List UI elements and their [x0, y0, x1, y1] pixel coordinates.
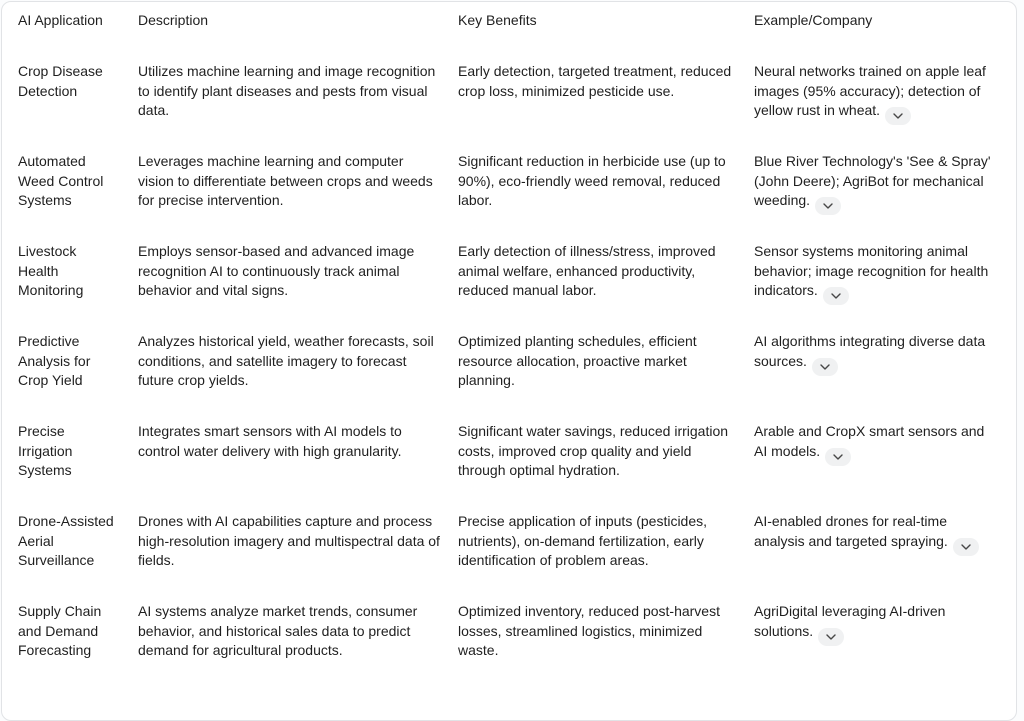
- example-text: Neural networks trained on apple leaf images (95% accuracy); detection of yellow rust in wheat.: [754, 63, 986, 118]
- example-text: AI-enabled drones for real-time analysis and targeted spraying.: [754, 513, 948, 549]
- table-row: [2, 152, 1016, 242]
- application-text: Supply Chain and Demand Forecasting: [18, 603, 102, 658]
- cell-benefits: [458, 242, 754, 301]
- table-row: [2, 242, 1016, 332]
- example-text: AI algorithms integrating diverse data sources.: [754, 333, 986, 369]
- table-row: [2, 512, 1016, 602]
- table-header-row: [2, 11, 1016, 62]
- cell-application: [2, 242, 138, 301]
- benefits-text: Optimized planting schedules, efficient resource allocation, proactive market planning.: [458, 333, 697, 388]
- cell-example: [754, 422, 1016, 466]
- column-header-application: AI Application: [18, 12, 103, 28]
- cell-description: [138, 332, 458, 391]
- table-row: [2, 332, 1016, 422]
- table-row: [2, 62, 1016, 152]
- cell-application: [2, 602, 138, 661]
- cell-benefits: [458, 512, 754, 571]
- table-body: [2, 62, 1016, 692]
- cell-application: [2, 62, 138, 101]
- cell-example: [754, 602, 1016, 646]
- cell-example: [754, 512, 1016, 556]
- description-text: Analyzes historical yield, weather forecasts, soil conditions, and satellite imagery to forecast future crop yields.: [138, 333, 434, 388]
- benefits-text: Precise application of inputs (pesticides, nutrients), on-demand fertilization, early identification of problem areas.: [458, 513, 708, 568]
- expand-sources-button[interactable]: [953, 538, 979, 556]
- expand-sources-button[interactable]: [825, 448, 851, 466]
- application-text: Automated Weed Control Systems: [18, 153, 104, 208]
- description-text: Utilizes machine learning and image recognition to identify plant diseases and pests from visual data.: [138, 63, 436, 118]
- table-row: [2, 422, 1016, 512]
- table-card: [1, 1, 1017, 721]
- ai-agriculture-table: [2, 11, 1016, 692]
- chevron-down-icon: [833, 454, 843, 460]
- benefits-text: Early detection, targeted treatment, reduced crop loss, minimized pesticide use.: [458, 63, 732, 99]
- expand-sources-button[interactable]: [823, 287, 849, 305]
- benefits-text: Significant reduction in herbicide use (up to 90%), eco-friendly weed removal, reduced labor.: [458, 153, 726, 208]
- application-text: Livestock Health Monitoring: [18, 243, 84, 298]
- column-header-description: Description: [138, 12, 209, 28]
- chevron-down-icon: [831, 293, 841, 299]
- application-text: Predictive Analysis for Crop Yield: [18, 333, 91, 388]
- cell-benefits: [458, 422, 754, 481]
- cell-benefits: [458, 332, 754, 391]
- cell-application: [2, 152, 138, 211]
- expand-sources-button[interactable]: [885, 107, 911, 125]
- cell-benefits: [458, 602, 754, 661]
- chevron-down-icon: [893, 113, 903, 119]
- application-text: Crop Disease Detection: [18, 63, 103, 99]
- description-text: Drones with AI capabilities capture and process high-resolution imagery and multispectral data of fields.: [138, 513, 440, 568]
- description-text: Employs sensor-based and advanced image recognition AI to continuously track animal behavior and vital signs.: [138, 243, 415, 298]
- cell-benefits: [458, 152, 754, 211]
- expand-sources-button[interactable]: [818, 628, 844, 646]
- application-text: Drone-Assisted Aerial Surveillance: [18, 513, 114, 568]
- cell-example: [754, 242, 1016, 305]
- application-text: Precise Irrigation Systems: [18, 423, 73, 478]
- cell-description: [138, 422, 458, 461]
- cell-description: [138, 62, 458, 121]
- chevron-down-icon: [823, 203, 833, 209]
- example-text: Arable and CropX smart sensors and AI models.: [754, 423, 985, 459]
- cell-description: [138, 602, 458, 661]
- cell-description: [138, 152, 458, 211]
- description-text: AI systems analyze market trends, consumer behavior, and historical sales data to predict demand for agricultural products.: [138, 603, 418, 658]
- cell-description: [138, 512, 458, 571]
- example-text: AgriDigital leveraging AI-driven solutions.: [754, 603, 946, 639]
- chevron-down-icon: [820, 364, 830, 370]
- cell-application: [2, 512, 138, 571]
- cell-application: [2, 332, 138, 391]
- chevron-down-icon: [961, 544, 971, 550]
- column-header-benefits: Key Benefits: [458, 12, 537, 28]
- benefits-text: Significant water savings, reduced irrigation costs, improved crop quality and yield through optimal hydration.: [458, 423, 729, 478]
- example-text: Sensor systems monitoring animal behavior; image recognition for health indicators.: [754, 243, 989, 298]
- benefits-text: Early detection of illness/stress, improved animal welfare, enhanced productivity, reduced manual labor.: [458, 243, 716, 298]
- expand-sources-button[interactable]: [815, 197, 841, 215]
- expand-sources-button[interactable]: [812, 358, 838, 376]
- cell-example: [754, 152, 1016, 215]
- table-row: [2, 602, 1016, 692]
- cell-description: [138, 242, 458, 301]
- chevron-down-icon: [826, 634, 836, 640]
- description-text: Leverages machine learning and computer vision to differentiate between crops and weeds for precise intervention.: [138, 153, 433, 208]
- benefits-text: Optimized inventory, reduced post-harvest losses, streamlined logistics, minimized waste.: [458, 603, 720, 658]
- cell-example: [754, 62, 1016, 125]
- cell-benefits: [458, 62, 754, 101]
- cell-example: [754, 332, 1016, 376]
- column-header-example: Example/Company: [754, 12, 873, 28]
- example-text: Blue River Technology's 'See & Spray' (John Deere); AgriBot for mechanical weeding.: [754, 153, 991, 208]
- cell-application: [2, 422, 138, 481]
- description-text: Integrates smart sensors with AI models to control water delivery with high granularity.: [138, 423, 402, 459]
